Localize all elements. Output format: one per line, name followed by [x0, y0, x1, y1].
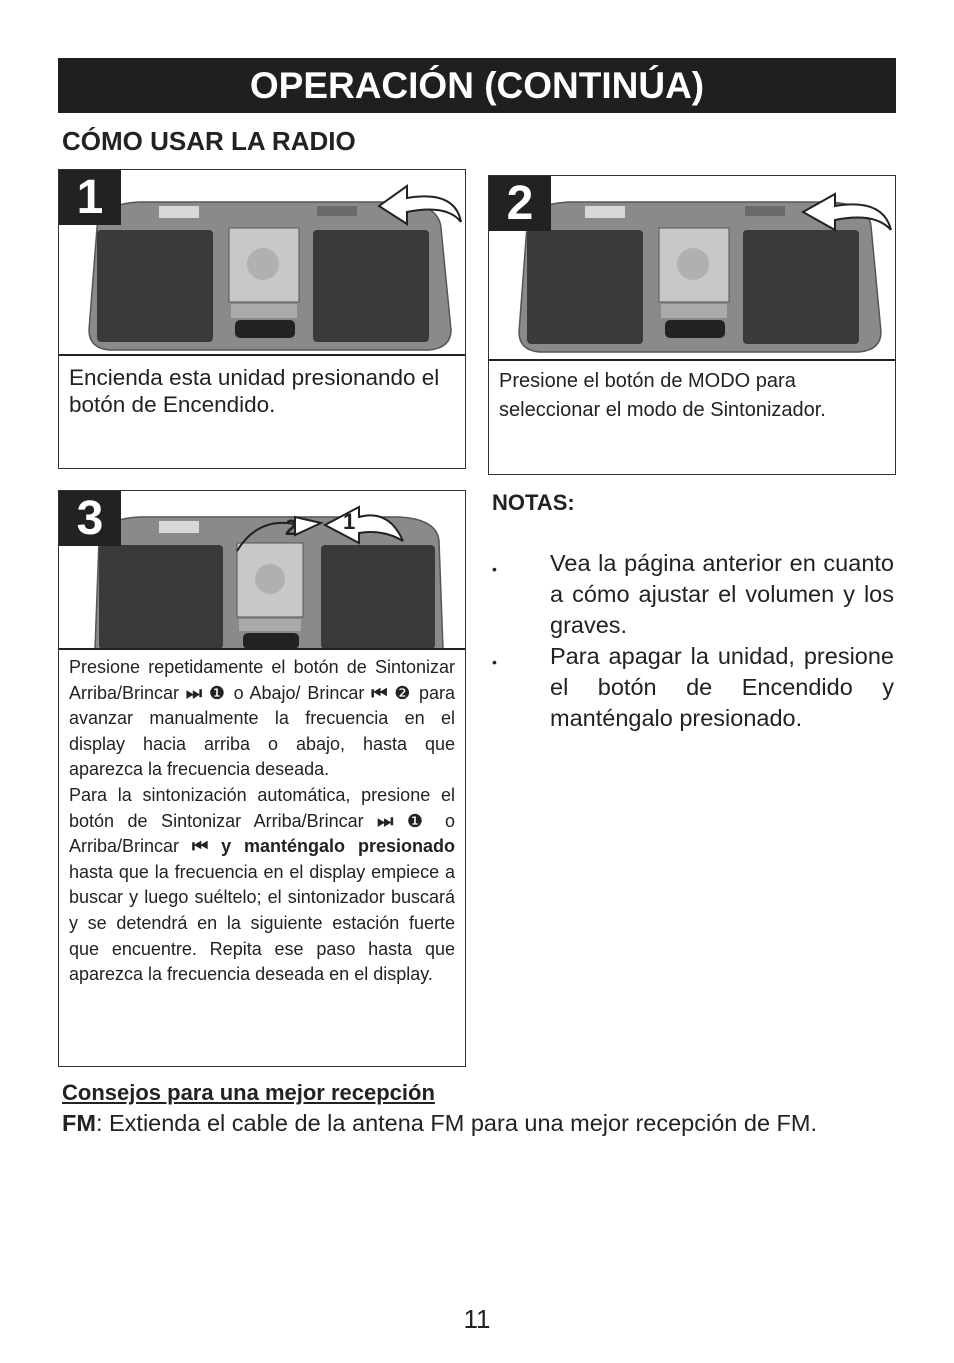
step-2-divider — [489, 359, 895, 361]
step-3-badge: 3 — [59, 491, 121, 546]
tips-title: Consejos para una mejor recepción — [62, 1080, 435, 1105]
step-2-caption: Presione el botón de MODO para seleccionar el modo de Sintonizador. — [499, 370, 826, 421]
step-3-caption — [69, 655, 455, 988]
step-3-manual-paragraph: Presione repetidamente el botón de Sintonizar Arriba/Brincar ⏭ ❶ o Abajo/ Brincar ⏮ ❷ para avanzar manualmente la frecuencia en el display hacia arriba o abajo, hasta que aparezca la frecuencia deseada. — [69, 657, 456, 780]
step-1-panel — [58, 169, 466, 469]
callout-2: 2 — [285, 515, 298, 540]
callout-1: 1 — [343, 509, 356, 534]
bullet: • — [492, 654, 497, 670]
step-1-caption: Encienda esta unidad presionando el botón de Encendido. — [69, 365, 440, 417]
page-number: 11 — [463, 1304, 491, 1334]
step-2-panel — [488, 175, 896, 475]
skip-next-icon: ⏭ — [377, 810, 394, 831]
step-3-divider — [59, 648, 465, 650]
page-title: OPERACIÓN (CONTINÚA) — [249, 65, 705, 106]
note-item: • Para apagar la unidad, presione el botón de Encendido y manténgalo presionado. — [492, 643, 894, 731]
skip-previous-icon: ⏮ — [371, 682, 388, 703]
badge-2: ❷ — [394, 682, 413, 703]
badge-1: ❶ — [208, 682, 227, 703]
section-title: CÓMO USAR LA RADIO — [62, 126, 356, 156]
step-1-divider — [59, 354, 465, 356]
tips-text: FM: Extienda el cable de la antena FM para una mejor recepción de FM. — [62, 1110, 818, 1136]
badge-1: ❶ — [406, 810, 432, 831]
bullet: • — [492, 561, 497, 577]
notes-list — [492, 548, 894, 734]
header-bar — [58, 58, 896, 113]
skip-previous-icon: ⏮ — [191, 836, 209, 857]
note-item: • Vea la página anterior en cuanto a cómo ajustar el volumen y los graves. — [492, 550, 894, 638]
step-1-badge: 1 — [59, 170, 121, 225]
step-2-badge: 2 — [489, 176, 551, 231]
notes-title: NOTAS: — [492, 490, 575, 515]
skip-next-icon: ⏭ — [185, 682, 203, 703]
step-3-auto-paragraph: Para la sintonización automática, presione el botón de Sintonizar Arriba/Brincar ⏭ ❶ o Arriba/Brincar ⏮ y manténgalo presionado hasta que la frecuencia en el display empiece a buscar y luego suéltelo; el sintonizador buscará y se detendrá en la siguiente estación fuerte que encuentre. Repita ese paso hasta que aparezca la frecuencia deseada en el display. — [69, 784, 456, 985]
step-3-panel — [58, 490, 466, 1067]
